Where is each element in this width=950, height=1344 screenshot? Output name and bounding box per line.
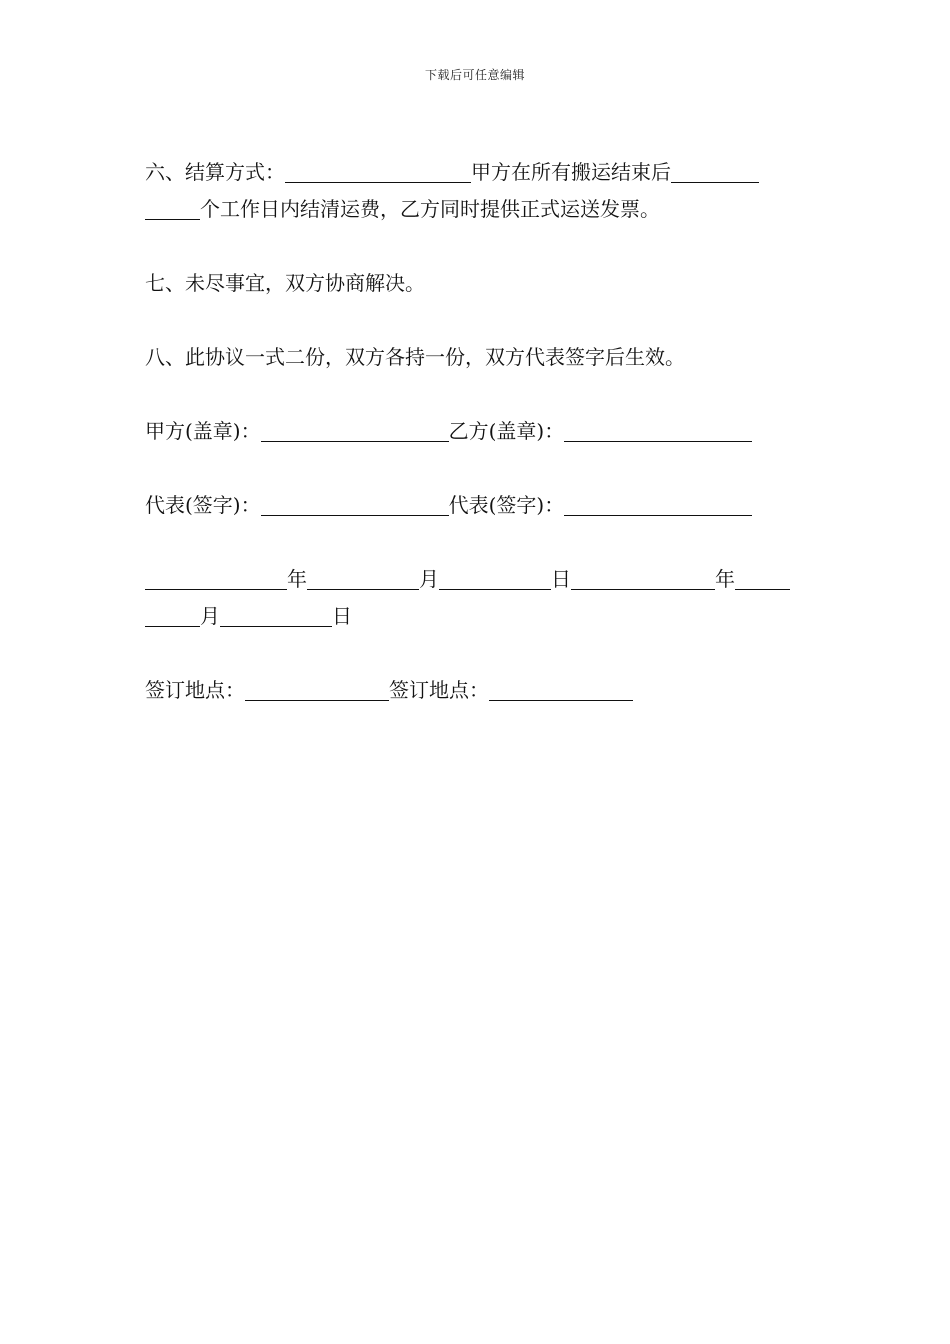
settlement-text-b: 个工作日内结清运费，乙方同时提供正式运送发票。 (200, 197, 660, 221)
date-b-day-label: 日 (332, 604, 352, 628)
date-b-year-blank[interactable] (571, 567, 715, 590)
copies-clause (145, 339, 807, 376)
rep-a-signature-blank[interactable] (261, 493, 449, 516)
place-line (145, 672, 807, 709)
settlement-line-1 (145, 154, 807, 191)
party-a-seal-blank[interactable] (261, 419, 449, 442)
date-a-day-label: 日 (551, 567, 571, 591)
unresolved-text: 七、未尽事宜，双方协商解决。 (145, 271, 425, 295)
place-a-blank[interactable] (245, 678, 389, 701)
date-b-month-blank-part1[interactable] (735, 567, 790, 590)
place-b-label: 签订地点： (389, 678, 489, 702)
rep-b-label: 代表(签字)： (448, 493, 565, 517)
date-line-2 (145, 598, 807, 635)
date-a-month-label: 月 (419, 567, 439, 591)
settlement-text-a: 甲方在所有搬运结束后 (471, 160, 671, 184)
unresolved-clause (145, 265, 807, 302)
party-b-seal-blank[interactable] (564, 419, 752, 442)
place-row (145, 672, 807, 709)
date-b-day-blank[interactable] (220, 604, 332, 627)
settlement-clause (145, 154, 807, 228)
settlement-days-blank-part2[interactable] (145, 197, 200, 220)
seal-row (145, 413, 807, 450)
rep-a-label: 代表(签字)： (145, 493, 261, 517)
settlement-method-blank[interactable] (285, 160, 471, 183)
date-row (145, 561, 807, 635)
date-a-month-blank[interactable] (307, 567, 419, 590)
date-b-year-label: 年 (715, 567, 735, 591)
party-a-seal-label: 甲方(盖章)： (145, 419, 261, 443)
place-b-blank[interactable] (489, 678, 633, 701)
seal-line (145, 413, 807, 450)
date-a-year-blank[interactable] (145, 567, 287, 590)
document-body (145, 154, 807, 746)
representative-row (145, 487, 807, 524)
date-b-month-blank-part2[interactable] (145, 604, 200, 627)
place-a-label: 签订地点： (145, 678, 245, 702)
settlement-days-blank-part1[interactable] (671, 160, 759, 183)
settlement-label: 六、结算方式： (145, 160, 285, 184)
date-b-month-label: 月 (200, 604, 220, 628)
date-line-1 (145, 561, 807, 598)
copies-text: 八、此协议一式二份，双方各持一份，双方代表签字后生效。 (145, 345, 685, 369)
date-a-day-blank[interactable] (439, 567, 551, 590)
date-a-year-label: 年 (287, 567, 307, 591)
representative-line (145, 487, 807, 524)
rep-b-signature-blank[interactable] (564, 493, 752, 516)
settlement-line-2 (145, 191, 807, 228)
page-header: 下载后可任意编辑 (424, 68, 525, 82)
party-b-seal-label: 乙方(盖章)： (448, 419, 565, 443)
